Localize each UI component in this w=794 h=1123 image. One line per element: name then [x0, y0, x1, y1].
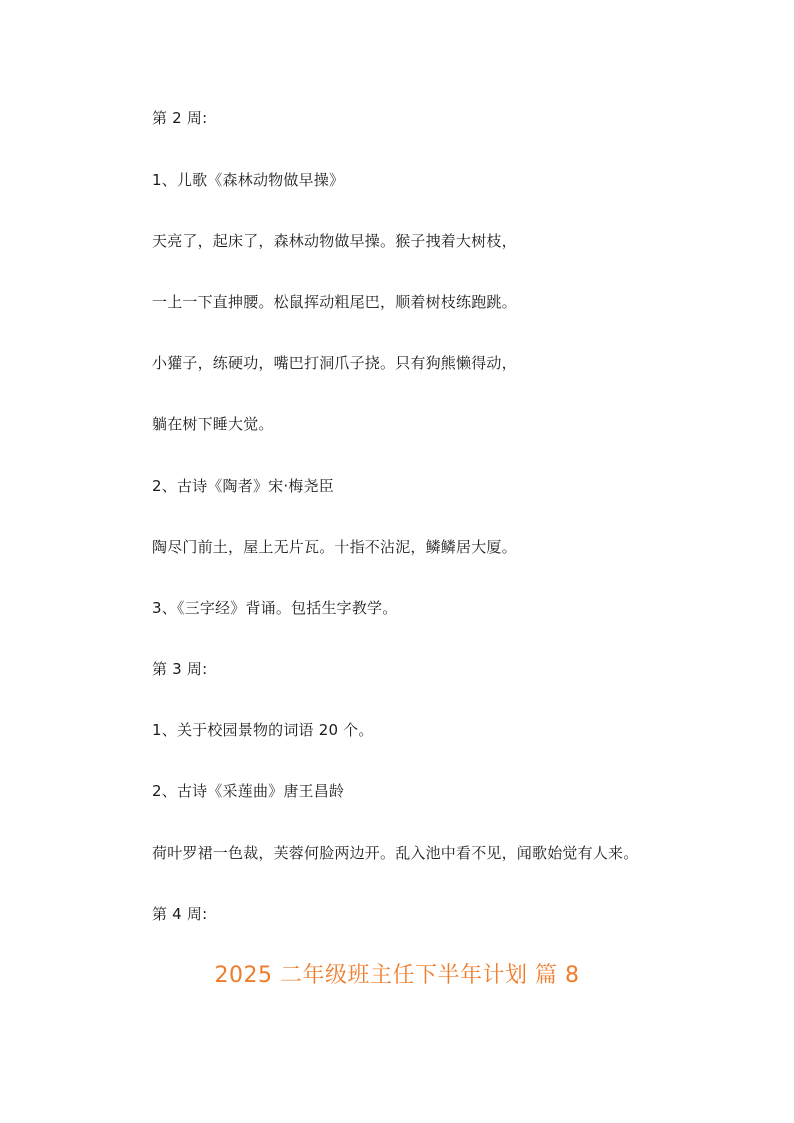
- song-line-3: 小獾子，练硬功，嘴巴打洞爪子挠。只有狗熊懒得动，: [152, 354, 517, 372]
- item-children-song-title: 1、儿歌《森林动物做早操》: [152, 171, 345, 189]
- song-line-2: 一上一下直抻腰。松鼠挥动粗尾巴，顺着树枝练跑跳。: [152, 293, 517, 311]
- item-sanzijing: 3、《三字经》背诵。包括生字教学。: [152, 599, 398, 617]
- week-2-heading: 第 2 周:: [152, 109, 208, 127]
- poem-cailianqu-text: 荷叶罗裙一色裁，芙蓉何脸两边开。乱入池中看不见，闻歌始觉有人来。: [152, 844, 639, 862]
- song-line-1: 天亮了，起床了，森林动物做早操。猴子拽着大树枝，: [152, 232, 517, 250]
- song-line-4: 躺在树下睡大觉。: [152, 415, 274, 433]
- item-poem-cailianqu-title: 2、古诗《采莲曲》唐王昌龄: [152, 782, 345, 800]
- item-campus-words: 1、关于校园景物的词语 20 个。: [152, 721, 374, 739]
- poem-taozhe-text: 陶尽门前土，屋上无片瓦。十指不沾泥，鳞鳞居大厦。: [152, 538, 517, 556]
- section-title: 2025 二年级班主任下半年计划 篇 8: [214, 963, 580, 988]
- week-4-heading: 第 4 周:: [152, 905, 208, 923]
- item-poem-taozhe-title: 2、古诗《陶者》宋·梅尧臣: [152, 477, 334, 495]
- week-3-heading: 第 3 周:: [152, 660, 208, 678]
